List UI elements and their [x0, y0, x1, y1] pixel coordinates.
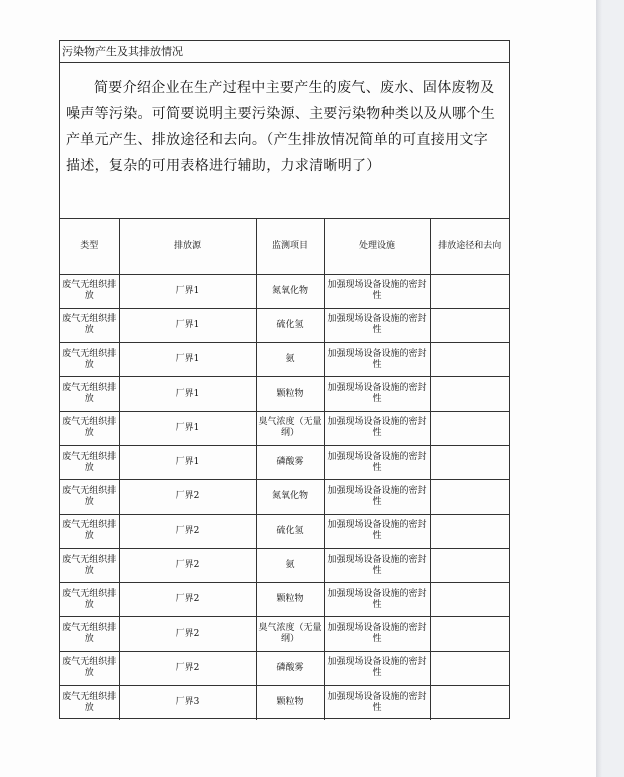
cell-facility: 加强现场设备设施的密封性 [324, 377, 430, 411]
cell-type: 废气无组织排放 [60, 686, 119, 720]
cell-route [430, 686, 509, 720]
cell-route [430, 583, 509, 617]
cell-route [430, 617, 509, 651]
cell-source: 厂界2 [119, 514, 256, 548]
table-row [60, 274, 509, 308]
cell-source: 厂界1 [119, 377, 256, 411]
section-title: 污染物产生及其排放情况 [60, 41, 509, 63]
cell-item: 硫化氢 [256, 514, 324, 548]
cell-facility: 加强现场设备设施的密封性 [324, 308, 430, 342]
table-row [60, 411, 509, 445]
table-body [60, 274, 509, 720]
cell-route [430, 651, 509, 685]
cell-type: 废气无组织排放 [60, 514, 119, 548]
cell-item: 氨 [256, 548, 324, 582]
cell-type: 废气无组织排放 [60, 274, 119, 308]
cell-type: 废气无组织排放 [60, 411, 119, 445]
cell-item: 颗粒物 [256, 583, 324, 617]
cell-type: 废气无组织排放 [60, 651, 119, 685]
pollution-form [59, 40, 510, 719]
cell-type: 废气无组织排放 [60, 308, 119, 342]
cell-item: 臭气浓度（无量纲） [256, 411, 324, 445]
cell-item: 磷酸雾 [256, 445, 324, 479]
cell-facility: 加强现场设备设施的密封性 [324, 480, 430, 514]
cell-source: 厂界2 [119, 617, 256, 651]
cell-route [430, 480, 509, 514]
header-item: 监测项目 [256, 219, 324, 274]
cell-route [430, 343, 509, 377]
cell-item: 氮氧化物 [256, 480, 324, 514]
header-source: 排放源 [119, 219, 256, 274]
cell-route [430, 274, 509, 308]
cell-source: 厂界2 [119, 583, 256, 617]
cell-route [430, 548, 509, 582]
table-row [60, 617, 509, 651]
cell-facility: 加强现场设备设施的密封性 [324, 583, 430, 617]
table-row [60, 514, 509, 548]
table-row [60, 480, 509, 514]
cell-source: 厂界2 [119, 480, 256, 514]
cell-facility: 加强现场设备设施的密封性 [324, 548, 430, 582]
cell-source: 厂界1 [119, 308, 256, 342]
cell-facility: 加强现场设备设施的密封性 [324, 411, 430, 445]
cell-source: 厂界1 [119, 343, 256, 377]
cell-facility: 加强现场设备设施的密封性 [324, 651, 430, 685]
cell-type: 废气无组织排放 [60, 548, 119, 582]
intro-paragraph: 简要介绍企业在生产过程中主要产生的废气、废水、固体废物及噪声等污染。可简要说明主要污染源、主要污染物种类以及从哪个生产单元产生、排放途径和去向。（产生排放情况简单的可直接用文字描述，复杂的可用表格进行辅助，力求清晰明了） [60, 63, 509, 219]
cell-source: 厂界1 [119, 274, 256, 308]
cell-item: 硫化氢 [256, 308, 324, 342]
cell-source: 厂界2 [119, 651, 256, 685]
cell-item: 颗粒物 [256, 377, 324, 411]
table-row [60, 583, 509, 617]
cell-item: 磷酸雾 [256, 651, 324, 685]
cell-source: 厂界3 [119, 686, 256, 720]
cell-type: 废气无组织排放 [60, 377, 119, 411]
cell-type: 废气无组织排放 [60, 445, 119, 479]
cell-route [430, 308, 509, 342]
cell-facility: 加强现场设备设施的密封性 [324, 686, 430, 720]
cell-route [430, 377, 509, 411]
cell-type: 废气无组织排放 [60, 583, 119, 617]
cell-type: 废气无组织排放 [60, 480, 119, 514]
cell-item: 氮氧化物 [256, 274, 324, 308]
cell-route [430, 411, 509, 445]
table-row [60, 445, 509, 479]
cell-item: 臭气浓度（无量纲） [256, 617, 324, 651]
cell-facility: 加强现场设备设施的密封性 [324, 343, 430, 377]
cell-facility: 加强现场设备设施的密封性 [324, 445, 430, 479]
table-row [60, 686, 509, 720]
cell-route [430, 514, 509, 548]
header-facility: 处理设施 [324, 219, 430, 274]
cell-item: 颗粒物 [256, 686, 324, 720]
table-row [60, 377, 509, 411]
table-row [60, 548, 509, 582]
cell-item: 氨 [256, 343, 324, 377]
table-header-row [60, 219, 509, 274]
cell-facility: 加强现场设备设施的密封性 [324, 274, 430, 308]
table-row [60, 651, 509, 685]
page-edge [596, 0, 602, 777]
red-stamp [598, 430, 618, 550]
header-type: 类型 [60, 219, 119, 274]
cell-type: 废气无组织排放 [60, 343, 119, 377]
cell-type: 废气无组织排放 [60, 617, 119, 651]
table-row [60, 343, 509, 377]
emission-table [60, 219, 509, 720]
cell-source: 厂界2 [119, 548, 256, 582]
cell-source: 厂界1 [119, 445, 256, 479]
cell-facility: 加强现场设备设施的密封性 [324, 617, 430, 651]
cell-facility: 加强现场设备设施的密封性 [324, 514, 430, 548]
header-route: 排放途径和去向 [430, 219, 509, 274]
table-row [60, 308, 509, 342]
cell-source: 厂界1 [119, 411, 256, 445]
cell-route [430, 445, 509, 479]
